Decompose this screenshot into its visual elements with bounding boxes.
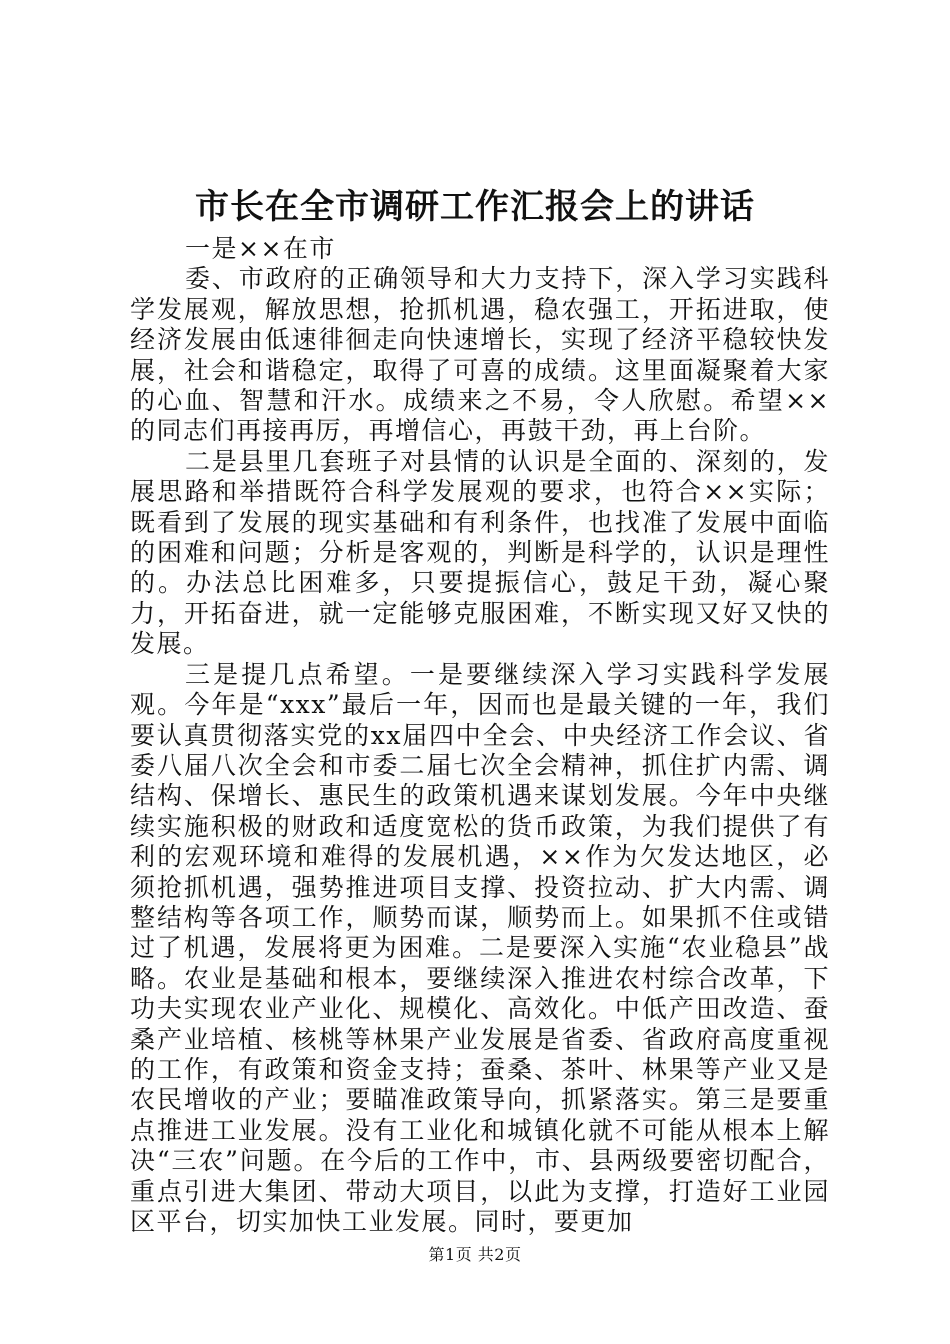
paragraph-2: 委、市政府的正确领导和大力支持下，深入学习实践科学发展观，解放思想，抢抓机遇，稳农强工，开拓进取，使经济发展由低速徘徊走向快速增长，实现了经济平稳较快发展，社会和谐稳定，取得了可喜的成绩。这里面凝聚着大家的心血、智慧和汗水。成绩来之不易，令人欣慰。希望××的同志们再接再厉，再增信心，再鼓干劲，再上台阶。 <box>130 264 830 446</box>
paragraph-3: 二是县里几套班子对县情的认识是全面的、深刻的，发展思路和举措既符合科学发展观的要求，也符合××实际；既看到了发展的现实基础和有利条件，也找准了发展中面临的困难和问题；分析是客观的，判断是科学的，认识是理性的。办法总比困难多，只要提振信心，鼓足干劲，凝心聚力，开拓奋进，就一定能够克服困难，不断实现又好又快的发展。 <box>130 446 830 659</box>
document-title: 市长在全市调研工作汇报会上的讲话 <box>195 187 755 227</box>
document-body <box>130 234 830 1237</box>
paragraph-4: 三是提几点希望。一是要继续深入学习实践科学发展观。今年是“xxx”最后一年，因而也是最关键的一年，我们要认真贯彻落实党的xx届四中全会、中央经济工作会议、省委八届八次全会和市委二届七次全会精神，抓住扩内需、调结构、保增长、惠民生的政策机遇来谋划发展。今年中央继续实施积极的财政和适度宽松的货币政策，为我们提供了有利的宏观环境和难得的发展机遇，××作为欠发达地区，必须抢抓机遇，强势推进项目支撑、投资拉动、扩大内需、调整结构等各项工作，顺势而谋，顺势而上。如果抓不住或错过了机遇，发展将更为困难。二是要深入实施“农业稳县”战略。农业是基础和根本，要继续深入推进农村综合改革，下功夫实现农业产业化、规模化、高效化。中低产田改造、蚕桑产业培植、核桃等林果产业发展是省委、省政府高度重视的工作，有政策和资金支持；蚕桑、茶叶、林果等产业又是农民增收的产业；要瞄准政策导向，抓紧落实。第三是要重点推进工业发展。没有工业化和城镇化就不可能从根本上解决“三农”问题。在今后的工作中，市、县两级要密切配合，重点引进大集团、带动大项目，以此为支撑，打造好工业园区平台，切实加快工业发展。同时，要更加 <box>130 659 830 1236</box>
page-footer: 第1页 共2页 <box>428 1245 522 1264</box>
paragraph-1: 一是××在市 <box>185 234 336 263</box>
